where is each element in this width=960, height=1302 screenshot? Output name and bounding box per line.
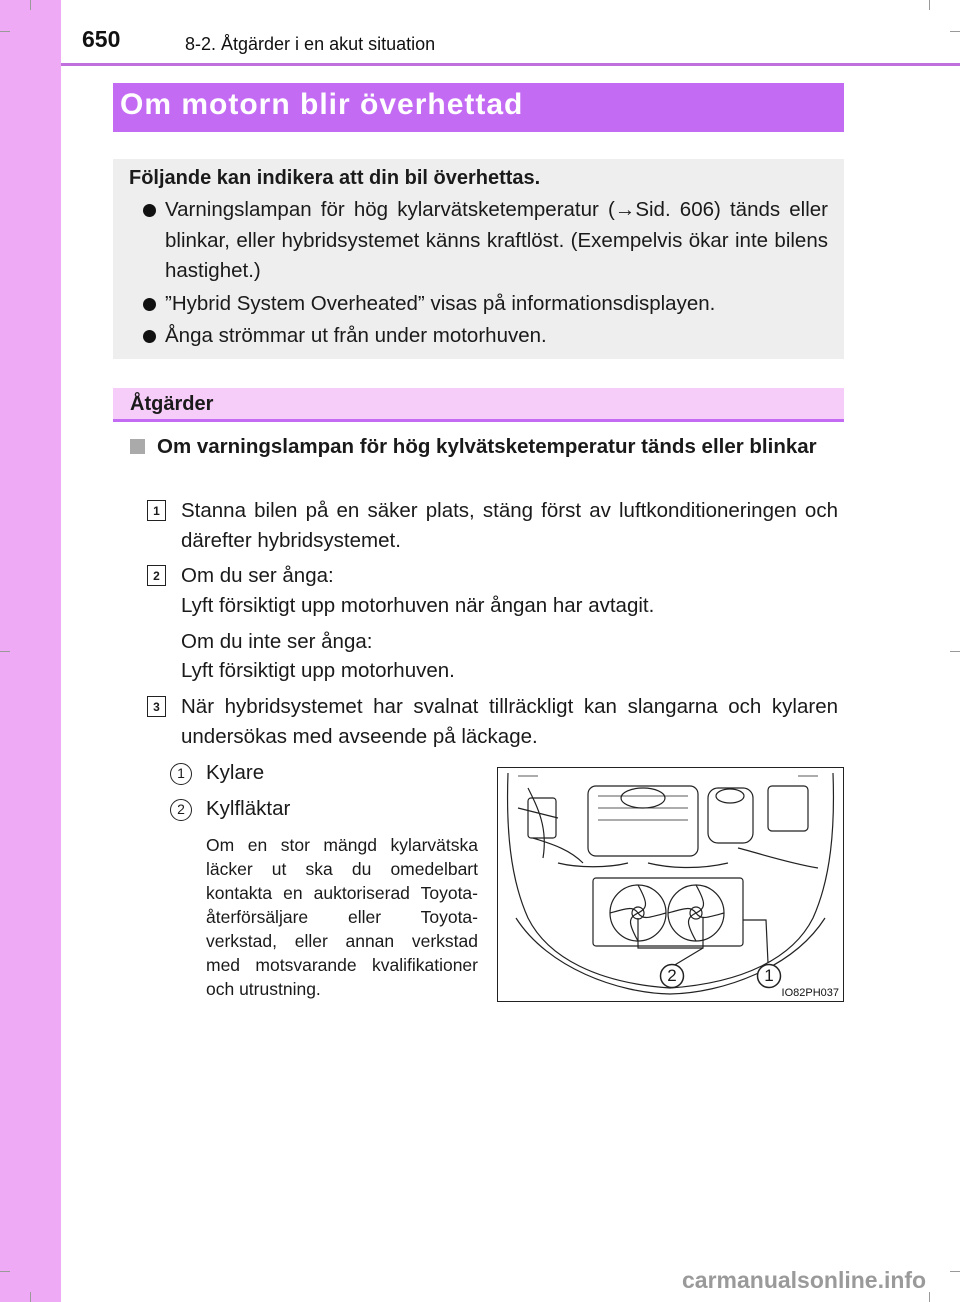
step-text: Om du ser ånga: — [181, 564, 334, 587]
header-rule — [61, 63, 960, 66]
bullet-dot-icon — [143, 204, 156, 217]
step-text: Stanna bilen på en säker plats, stäng först av luftkonditioneringen och därefter hybridsystemet. — [181, 499, 838, 552]
crop-mark — [30, 1292, 31, 1302]
symptoms-intro: Följande kan indikera att din bil överhettas. — [129, 167, 541, 189]
step-text: Lyft försiktigt upp motorhuven. — [181, 659, 455, 682]
actions-heading-bar — [113, 388, 844, 422]
symptom-item — [129, 321, 828, 352]
symptoms-box — [113, 159, 844, 359]
callout-2-label: 2 — [667, 966, 677, 985]
symptom-text: Ånga strömmar ut från under motorhuven. — [165, 324, 547, 347]
step-text: Lyft försiktigt upp motorhuven när ångan har avtagit. — [181, 594, 655, 617]
crop-mark — [30, 0, 31, 10]
callout-1-label: 1 — [764, 966, 774, 985]
crop-mark — [950, 1271, 960, 1272]
symptom-text: ”Hybrid System Overheated” visas på informationsdisplayen. — [165, 291, 716, 315]
actions-heading: Åtgärder — [130, 393, 214, 415]
page-number: 650 — [82, 26, 121, 52]
bullet-dot-icon — [143, 330, 156, 343]
engine-bay-illustration — [497, 767, 844, 1002]
step-number: 2 — [147, 565, 166, 586]
legend-label: Kylare — [206, 761, 265, 784]
symptom-item — [129, 195, 828, 287]
square-bullet-icon — [130, 439, 145, 454]
page-title: Om motorn blir överhettad — [120, 88, 524, 121]
step-text: Om du inte ser ånga: — [181, 630, 373, 653]
step-text: När hybridsystemet har svalnat tillräckligt kan slangarna och kylaren undersökas med avseende på läckage. — [181, 695, 838, 748]
crop-mark — [929, 1292, 930, 1302]
step-number: 1 — [147, 500, 166, 521]
section-path: 8-2. Åtgärder i en akut situation — [185, 34, 436, 54]
watermark: carmanualsonline.info — [682, 1267, 927, 1293]
legend-number: 2 — [170, 799, 192, 821]
coolant-leak-note: Om en stor mängd kylarvätska läcker ut ska du omedelbart kontakta en auktoriserad Toyota-återförsäljare eller Toyota-verkstad, eller annan verkstad med motsvarande kvalifikationer och utrustning. — [206, 835, 478, 999]
legend-label: Kylfläktar — [206, 797, 291, 820]
symptom-item — [129, 289, 828, 320]
crop-mark — [950, 31, 960, 32]
bullet-dot-icon — [143, 298, 156, 311]
figure-code: IO82PH037 — [781, 987, 839, 999]
crop-mark — [0, 651, 10, 652]
crop-mark — [0, 31, 10, 32]
symptom-text: Varningslampan för hög kylarvätsketemperatur (→Sid. 606) tänds eller blinkar, eller hybridsystemet känns kraftlöst. (Exempelvis ökar inte bilens hastighet.) — [165, 198, 828, 282]
subheading-block — [130, 432, 838, 461]
crop-mark — [929, 0, 930, 10]
legend-number: 1 — [170, 763, 192, 785]
subheading: Om varningslampan för hög kylvätsketemperatur tänds eller blinkar — [157, 435, 817, 458]
crop-mark — [950, 651, 960, 652]
step-number: 3 — [147, 696, 166, 717]
crop-mark — [0, 1271, 10, 1272]
